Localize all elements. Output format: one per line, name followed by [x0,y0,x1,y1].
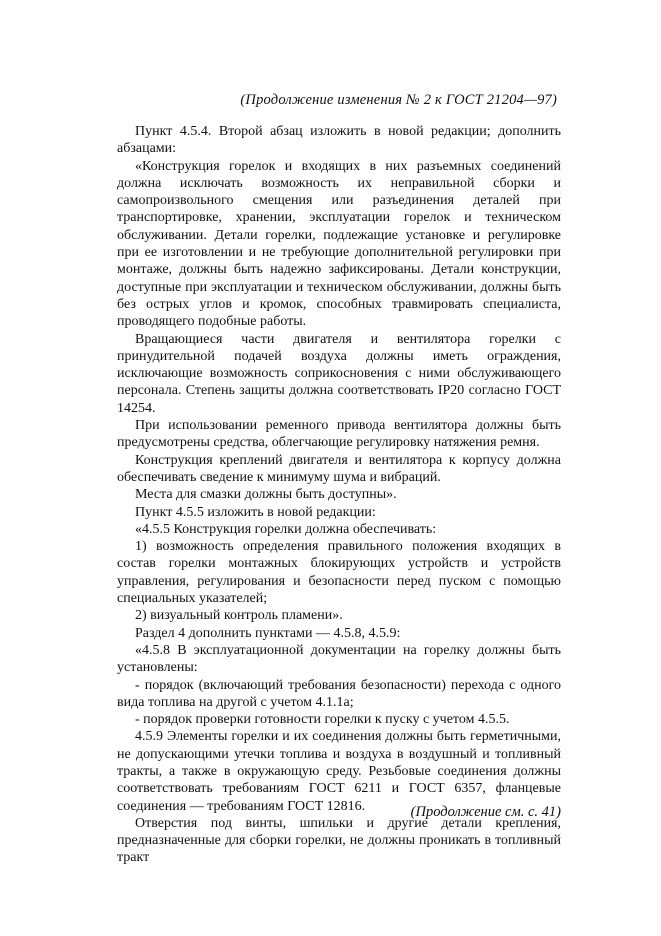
paragraph: Конструкция креплений двигателя и вентилятора к корпусу должна обеспечивать сведение к минимуму шума и вибраций. [117,452,561,485]
paragraph: 1) возможность определения правильного положения входящих в состав горелки монтажных блокирующих устройств и устройств управления, регулирования и безопасности перед пуском с помощью специальных указателей; [117,539,561,607]
continuation-header: (Продолжение изменения № 2 к ГОСТ 21204—97) [240,92,557,108]
paragraph: 4.5.9 Элементы горелки и их соединения должны быть герметичными, не допускающими утечки топлива и воздуха в воздушный и топливный тракты, а также в окружающую среду. Резьбовые соединения должны соответствовать требованиям ГОСТ 6211 и ГОСТ 6357, фланцевые соединения — требованиям ГОСТ 12816. [117,729,561,814]
paragraph: Пункт 4.5.4. Второй абзац изложить в новой редакции; дополнить абзацами: [117,124,561,157]
paragraph: «4.5.8 В эксплуатационной документации на горелку должны быть установлены: [117,642,561,676]
paragraph: - порядок (включающий требования безопасности) перехода с одного вида топлива на другой с учетом 4.1.1а; [117,677,561,710]
paragraph: Отверстия под винты, шпильки и другие детали крепления, предназначенные для сборки горелки, не должны проникать в топливный тракт [117,815,561,866]
continuation-footer: (Продолжение см. с. 41) [410,804,561,820]
paragraph: «4.5.5 Конструкция горелки должна обеспечивать: [135,521,437,537]
paragraph: Раздел 4 дополнить пунктами — 4.5.8, 4.5.9: [135,625,401,641]
paragraph: При использовании ременного привода вентилятора должны быть предусмотрены средства, облегчающие регулировку натяжения ремня. [117,418,561,451]
paragraph: «Конструкция горелок и входящих в них разъемных соединений должна исключать возможность их неправильной сборки и самопроизвольного смещения или разъединения деталей при транспортировке, хранении, эксплуатации горелок и техническом обслуживании. Детали горелки, подлежащие установке и регулировке при ее изготовлении и не требующие дополнительной регулировки при монтаже, должны быть надежно зафиксированы. Детали конструкции, доступные при эксплуатации и техническом обслуживании, должны быть без острых углов и кромок, способных травмировать специалиста, проводящего подобные работы. [117,158,561,330]
paragraph: - порядок проверки готовности горелки к пуску с учетом 4.5.5. [135,712,510,728]
paragraph: Пункт 4.5.5 изложить в новой редакции: [135,504,376,520]
paragraph: Места для смазки должны быть доступны». [135,487,397,503]
document-body [117,123,561,867]
paragraph: Вращающиеся части двигателя и вентилятора горелки с принудительной подачей воздуха должны иметь ограждения, исключающие возможность соприкосновения с ними обслуживающего персонала. Степень защиты должна соответствовать IP20 согласно ГОСТ 14254. [117,331,561,416]
paragraph: 2) визуальный контроль пламени». [135,608,343,624]
